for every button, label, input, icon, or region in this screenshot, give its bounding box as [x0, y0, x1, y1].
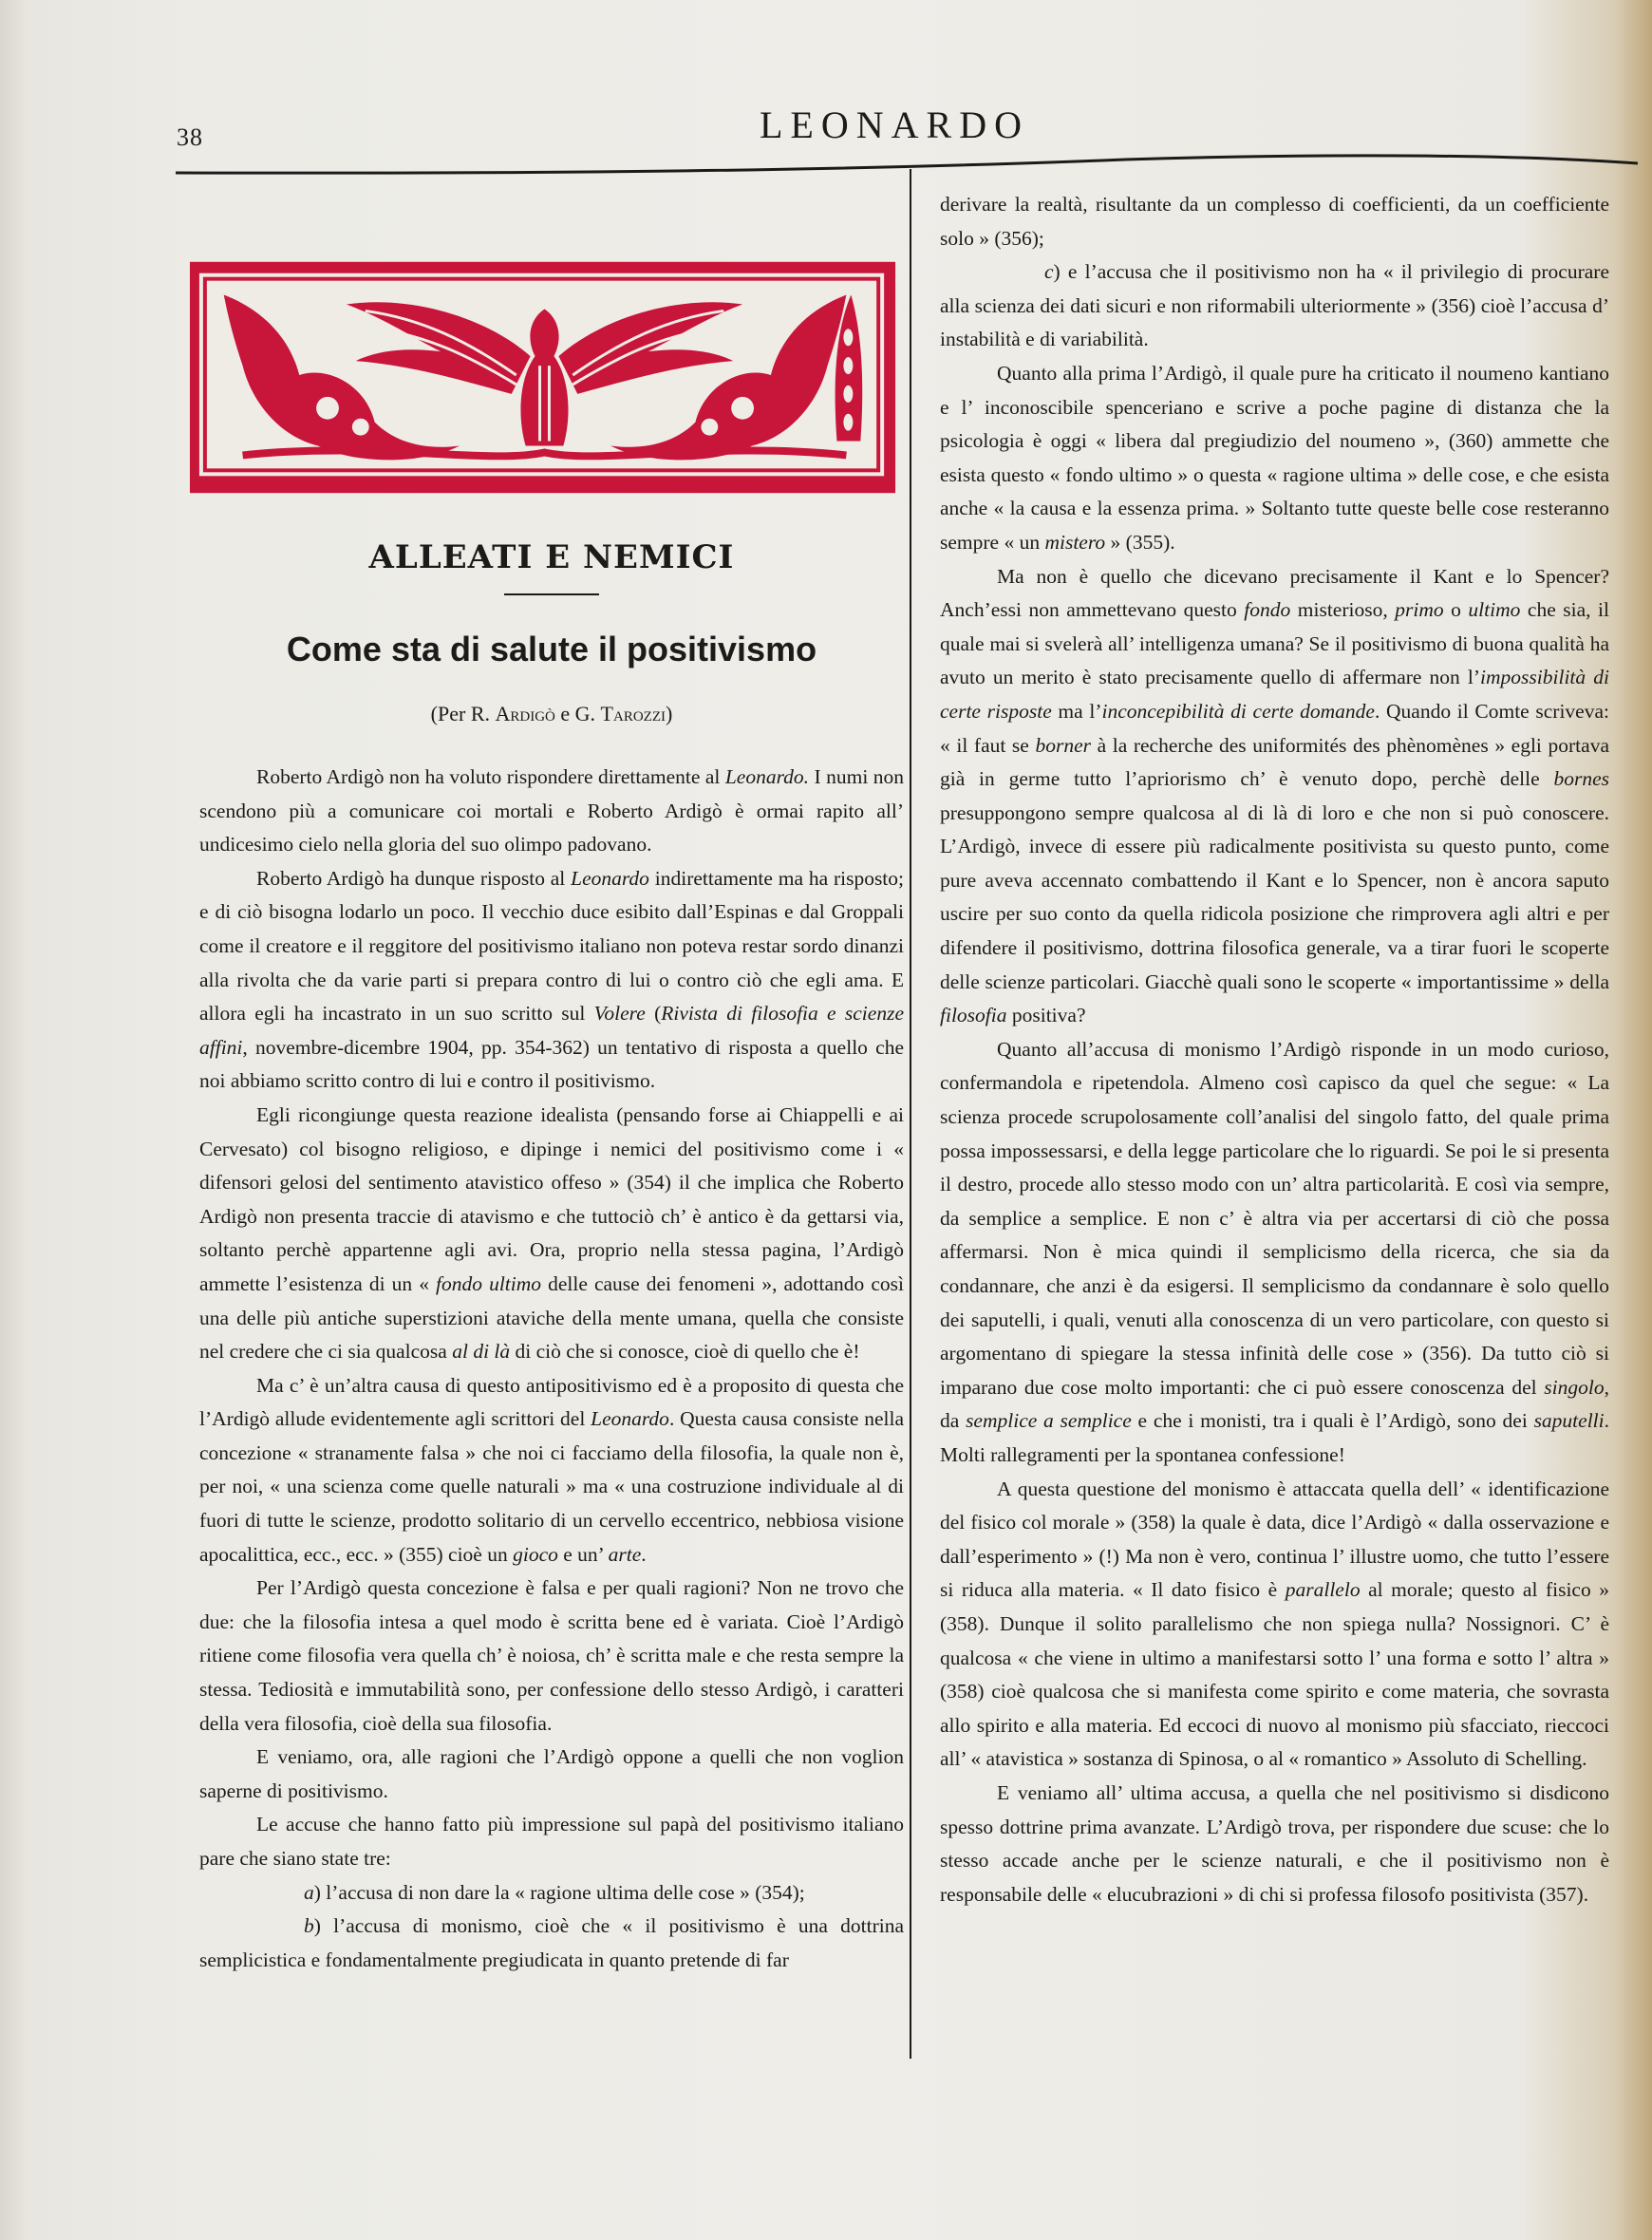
running-head: LEONARDO: [760, 104, 1029, 146]
article-title: Come sta di salute il positivismo: [286, 630, 817, 668]
paragraph: Ma non è quello che dicevano precisamente il Kant e lo Spencer? Anch’essi non ammettevano questo fondo misterioso, primo o ultimo che sia, il quale mai si svelerà all’ intelligenza umana? Se il positivismo di buona qualità ha avuto un merito è stato precisamente quello di affermare non l’impossibilità di certe risposte ma l’inconcepibilità di certe domande. Quando il Comte scriveva: « il faut se borner à la recherche des uniformités des phènomènes » egli portava già in germe tutto l’apriorismo ch’ è venuto dopo, perchè delle bornes presuppongono sempre qualcosa al di là di loro e che non si può conoscere. L’Ardigò, invece di essere più radicalmente positivista su questo punto, come pure aveva accennato combattendo il Kant e lo Spencer, non è ancora saputo uscire per suo conto da quella ridicola posizione che rimprovera agli altri e per difendere il positivismo, dottrina filosofica generale, va a tirar fuori le scoperte delle scienze particolari. Giacchè quali sono le scoperte « importantissime » della filosofia positiva?: [940, 564, 1609, 1027]
section-title: ALLEATI E NEMICI: [368, 538, 735, 576]
header-rule: [176, 152, 1638, 190]
left-column: [199, 242, 904, 1977]
title-rule: [504, 593, 599, 595]
paragraph: A questa questione del monismo è attaccata quella dell’ « identificazione del fisico col morale » (358) la quale è data, dice l’Ardigò « dalla osservazione e dall’esperimento » (!) Ma non è vero, continua l’ illustre uomo, che tutto l’essere si riduca alla materia. « Il dato fisico è parallelo al morale; questo al fisico » (358). Dunque il solito parallelismo che non spiega nulla? Nossignori. C’ è qualcosa « che viene in ultimo a manifestarsi sotto l’ una forma e sotto l’ altra » (358) cioè qualcosa che si manifesta come spirito e come materia, che sovrasta allo spirito e alla materia. Ed eccoci di nuovo al monismo più sfacciato, rieccoci all’ « atavistica » sostanza di Spinosa, o al « romantico » Assoluto di Schelling.: [940, 1477, 1609, 1771]
byline-conj: e G.: [560, 702, 596, 725]
paragraph: Quanto all’accusa di monismo l’Ardigò risponde in un modo curioso, confermandola e ripetendola. Almeno così capisco da quel che segue: « La scienza procede scrupolosamente coll’analisi del singolo fatto, del quale prima possa impossessarsi, e della legge particolare che lo riguardi. Se poi le si presenta il destro, procede allo stesso modo con un’ altra particolarità. E così via sempre, da semplice a semplice. E non c’ è altra via per accertarsi di ciò che possa affermarsi. Non è mica quindi il semplicismo della ricerca, che sia da condannare, che anzi è da esigersi. Il semplicismo da condannare è solo quello dei saputelli, i quali, venuti alla conoscenza di un vero particolare, con questo si argomentano di spiegare la stessa infinità delle cose » (356). Da tutto ciò si imparano due cose molto importanti: che ci può essere conoscenza del singolo, da semplice a semplice e che i monisti, tra i quali è l’Ardigò, sono dei saputelli. Molti rallegramenti per la spontanea confessione!: [940, 1037, 1609, 1466]
byline-suffix: ): [665, 702, 673, 725]
right-column: [940, 188, 1609, 1911]
list-item-c: c) e l’accusa che il positivismo non ha « il privilegio di procurare alla scienza dei dati sicuri e non riformabili ulteriormente » (356) cioè l’accusa d’ instabilità e di variabilità.: [940, 260, 1609, 351]
list-item-a: a) l’accusa di non dare la « ragione ultima delle cose » (354);: [304, 1880, 805, 1904]
list-item-b: b) l’accusa di monismo, cioè che « il positivismo è una dottrina semplicistica e fondamentalmente pregiudicata in quanto pretende di far: [199, 1914, 904, 1971]
eagle-ornament-icon: [190, 262, 895, 493]
paragraph: Ma c’ è un’altra causa di questo antipositivismo ed è a proposito di questa che l’Ardigò allude evidentemente agli scrittori del Leonardo. Questa causa consiste nella concezione « stranamente falsa » che noi ci facciamo della filosofia, la quale non è, per noi, « una scienza come quelle naturali » ma « una costruzione individuale al di fuori di tutte le scienze, prodotto solitario di un cervello eccentrico, nebbiosa visione apocalittica, ecc., ecc. » (355) cioè un gioco e un’ arte.: [199, 1373, 905, 1566]
paragraph: E veniamo all’ ultima accusa, a quella che nel positivismo si disdicono spesso dottrine prima avanzate. L’Ardigò trova, per rispondere due scuse: che lo stesso accade anche per le scienze naturali, e che il positivismo non è responsabile delle « elucubrazioni » di chi si professa filosofo positivista (357).: [940, 1780, 1609, 1906]
byline: [199, 702, 904, 726]
paragraph: Le accuse che hanno fatto più impressione sul papà del positivismo italiano pare che siano state tre:: [199, 1813, 904, 1870]
column-divider: [910, 169, 911, 2059]
paragraph-continuation: derivare la realtà, risultante da un complesso di coefficienti, da un coefficiente solo » (356);: [940, 193, 1609, 250]
paragraph: Egli ricongiunge questa reazione idealista (pensando forse ai Chiappelli e ai Cervesato) col bisogno religioso, e dipinge i nemici del positivismo come i « difensori gelosi del sentimento atavistico offeso » (354) il che implica che Roberto Ardigò non presenta traccie di atavismo e che tuttociò ch’ è antico è da gettarsi via, soltanto perchè appartenne agli avi. Ora, proprio nella stessa pagina, l’Ardigò ammette l’esistenza di un « fondo ultimo delle cause dei fenomeni », adottando così una delle più antiche superstizioni ataviche della mente umana, quella che consiste nel credere che ci sia qualcosa al di là di ciò che si conosce, cioè di quello che è!: [199, 1102, 904, 1364]
byline-author-ardigo: Ardigò: [495, 702, 555, 725]
page-number: 38: [177, 123, 203, 151]
paragraph: Roberto Ardigò ha dunque risposto al Leonardo indirettamente ma ha risposto; e di ciò bisogna lodarlo un poco. Il vecchio duce esibito dall’Espinas e dal Groppali come il creatore e il reggitore del positivismo italiano non poteva restar sordo dinanzi alla rivolta che da varie parti si prepara contro di lui o contro ciò che egli ama. E allora egli ha incastrato in un suo scritto sul Volere (Rivista di filosofia e scienze affini, novembre-dicembre 1904, pp. 354-362) un tentativo di risposta a quello che noi abbiamo scritto contro di lui e contro il positivismo.: [199, 866, 905, 1093]
woodcut-headpiece: [186, 252, 903, 499]
paragraph: E veniamo, ora, alle ragioni che l’Ardigò oppone a quelli che non voglion saperne di positivismo.: [199, 1745, 904, 1802]
left-body-text: [199, 761, 904, 1977]
byline-author-tarozzi: Tarozzi: [600, 702, 666, 725]
byline-prefix: (Per R.: [430, 702, 490, 725]
right-body-text: [940, 188, 1609, 1911]
paragraph: Quanto alla prima l’Ardigò, il quale pure ha criticato il noumeno kantiano e l’ inconoscibile spenceriano e scrive a poche pagine di distanza che la psicologia è oggi « libera dal pregiudizio del noumeno », (360) ammette che esista questo « fondo ultimo » o questa « ragione ultima » delle cose, e che esista anche « la causa e la essenza prima. » Soltanto tutte queste belle cose resteranno sempre « un mistero » (355).: [940, 361, 1609, 554]
paragraph: Per l’Ardigò questa concezione è falsa e per quali ragioni? Non ne trovo che due: che la filosofia intesa a quel modo è scritta bene ed è variata. Cioè l’Ardigò ritiene come filosofia vera quella ch’ è noiosa, ch’ è scritta male e che resta sempre la stessa. Tediosità e immutabilità sono, per confessione dello stesso Ardigò, i caratteri della vera filosofia, cioè della sua filosofia.: [199, 1576, 904, 1735]
paragraph: Roberto Ardigò non ha voluto rispondere direttamente al Leonardo. I numi non scendono più a comunicare coi mortali e Roberto Ardigò è ormai rapito all’ undicesimo cielo nella gloria del suo olimpo padovano.: [199, 765, 904, 856]
